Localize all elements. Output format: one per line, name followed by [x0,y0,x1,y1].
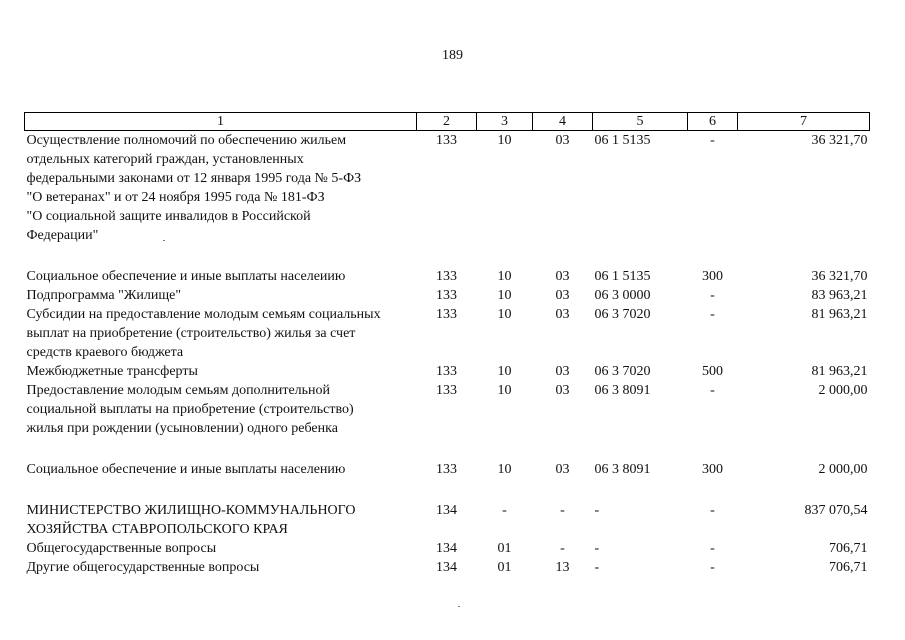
cell-code: 133 [436,307,457,322]
cell-section: 10 [497,383,512,398]
cell-subsection: 03 [555,288,570,303]
cell-section: - [502,503,507,518]
cell-section: 10 [497,288,512,303]
name-line: Федерации" [26,228,99,243]
cell-subsection: - [560,503,565,518]
cell-sum: 837 070,54 [804,503,868,518]
header-col-5: 5 [593,113,688,131]
cell-subsection: 03 [555,269,570,284]
cell-section: 01 [497,541,512,556]
table-row [25,131,870,268]
cell-section: 10 [497,133,512,148]
cell-code: 133 [436,462,457,477]
cell-section: 10 [497,307,512,322]
cell-section: 01 [497,560,512,575]
cell-name [25,501,417,539]
cell-article: 06 3 0000 [594,288,651,303]
cell-section: 10 [497,269,512,284]
table-row [25,381,870,460]
cell-name [25,362,417,381]
cell-section: 10 [497,462,512,477]
cell-article: - [594,560,600,575]
cell-sum: 81 963,21 [811,307,868,322]
name-line: Другие общегосударственные вопросы [26,560,260,575]
table-row [25,460,870,501]
cell-sum: 706,71 [829,560,868,575]
cell-kind: - [710,503,715,518]
cell-name [25,460,417,501]
cell-subsection: 13 [555,560,570,575]
page-number: 189 [442,48,463,63]
cell-kind: 300 [702,462,723,477]
cell-code: 133 [436,133,457,148]
cell-article: 06 3 8091 [594,383,651,398]
cell-subsection: 03 [555,133,570,148]
name-line: выплат на приобретение (строительство) жилья за счет [26,326,356,341]
header-col-6: 6 [688,113,738,131]
name-line: Межбюджетные трансферты [26,364,198,379]
cell-code: 134 [436,503,457,518]
name-line: МИНИСТЕРСТВО ЖИЛИЩНО-КОММУНАЛЬНОГО [26,503,356,518]
cell-sum: 706,71 [829,541,868,556]
cell-subsection: 03 [555,364,570,379]
budget-table [24,112,870,577]
table-row [25,362,870,381]
name-line: Осуществление полномочий по обеспечению жильем [26,133,347,148]
name-line: "О ветеранах" и от 24 ноября 1995 года № 181-ФЗ [26,190,325,205]
cell-kind: - [710,541,715,556]
scan-speck [458,606,460,607]
table-body [25,131,870,578]
cell-subsection: 03 [555,462,570,477]
cell-kind: - [710,383,715,398]
name-line: федеральными законами от 12 января 1995 года № 5-ФЗ [26,171,362,186]
cell-code: 134 [436,541,457,556]
cell-article: 06 3 7020 [594,364,651,379]
cell-article: 06 3 8091 [594,462,651,477]
name-line: отдельных категорий граждан, установленных [26,152,304,167]
name-line: Подпрограмма "Жилище" [26,288,182,303]
name-line: "О социальной защите инвалидов в Российской [26,209,311,224]
name-line: Социальное обеспечение и иные выплаты населению [26,462,346,477]
cell-article: - [594,503,600,518]
cell-sum: 2 000,00 [818,383,868,398]
name-line: Предоставление молодым семьям дополнительной [26,383,331,398]
name-line: социальной выплаты на приобретение (строительство) [26,402,354,417]
cell-name [25,558,417,577]
cell-name [25,267,417,286]
cell-subsection: 03 [555,383,570,398]
cell-kind: - [710,288,715,303]
cell-subsection: 03 [555,307,570,322]
cell-code: 134 [436,560,457,575]
cell-kind: - [710,307,715,322]
scan-speck [163,240,165,241]
cell-article: - [594,541,600,556]
cell-sum: 36 321,70 [811,269,868,284]
cell-name [25,305,417,362]
cell-sum: 36 321,70 [811,133,868,148]
cell-section: 10 [497,364,512,379]
table-row [25,501,870,539]
cell-article: 06 1 5135 [594,133,651,148]
name-line: ХОЗЯЙСТВА СТАВРОПОЛЬСКОГО КРАЯ [26,522,288,537]
cell-code: 133 [436,269,457,284]
header-col-1: 1 [25,113,417,131]
cell-name [25,539,417,558]
table-row [25,305,870,362]
name-line: Субсидии на предоставление молодым семьям социальных [26,307,381,322]
table-row [25,267,870,286]
cell-name [25,381,417,460]
cell-article: 06 3 7020 [594,307,651,322]
header-row [25,113,870,131]
cell-code: 133 [436,383,457,398]
name-line: средств краевого бюджета [26,345,184,360]
header-col-2: 2 [417,113,477,131]
header-col-7: 7 [738,113,870,131]
cell-name [25,286,417,305]
table-row [25,539,870,558]
name-line: Общегосударственные вопросы [26,541,217,556]
cell-code: 133 [436,364,457,379]
table-row [25,286,870,305]
cell-sum: 83 963,21 [811,288,868,303]
cell-code: 133 [436,288,457,303]
cell-name [25,131,417,268]
cell-article: 06 1 5135 [594,269,651,284]
cell-sum: 2 000,00 [818,462,868,477]
header-col-4: 4 [533,113,593,131]
cell-sum: 81 963,21 [811,364,868,379]
cell-kind: - [710,133,715,148]
cell-kind: - [710,560,715,575]
name-line: Социальное обеспечение и иные выплаты населеиию [26,269,346,284]
table-row [25,558,870,577]
header-col-3: 3 [477,113,533,131]
cell-kind: 300 [702,269,723,284]
cell-subsection: - [560,541,565,556]
name-line: жилья при рождении (усыновлении) одного ребенка [26,421,338,436]
cell-kind: 500 [702,364,723,379]
